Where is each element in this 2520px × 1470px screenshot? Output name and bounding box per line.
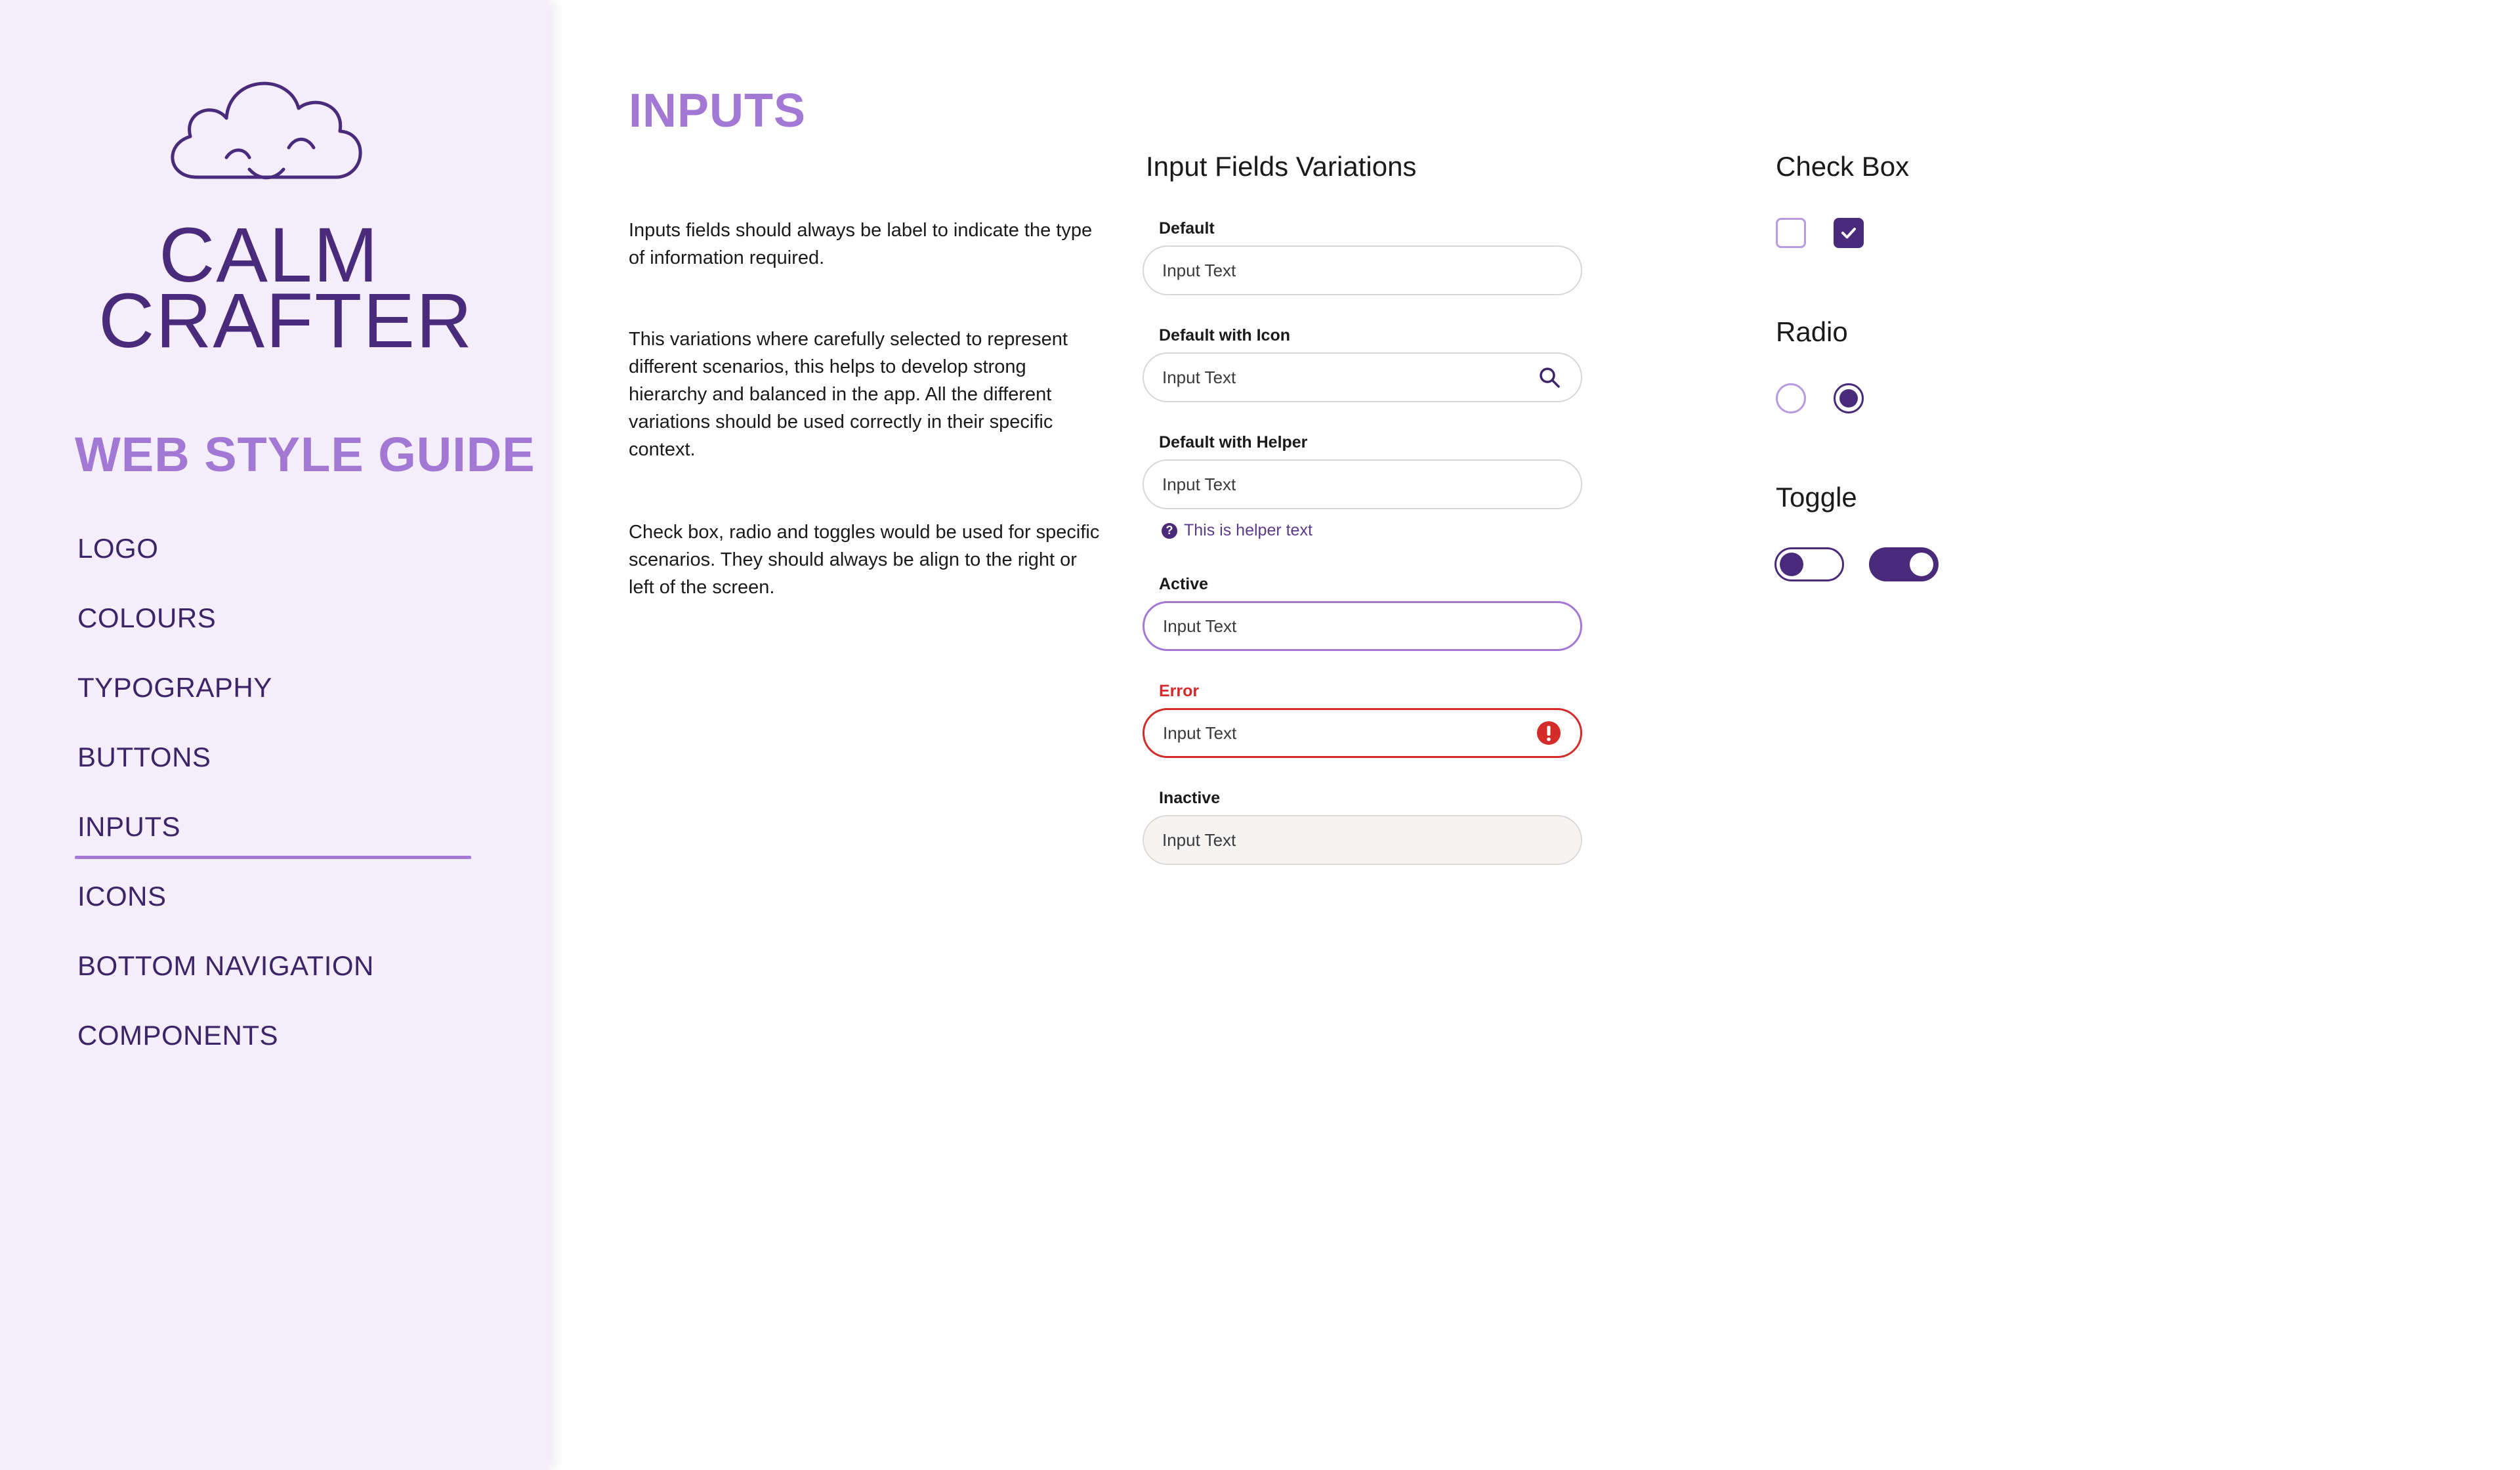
field-label-active: Active (1159, 575, 1209, 593)
error-icon (1536, 720, 1562, 746)
toggle-on[interactable] (1869, 547, 1939, 581)
sidebar-item-icons[interactable] (77, 877, 471, 946)
sidebar-item-label: ICONS (77, 881, 167, 912)
radio-dot (1839, 389, 1858, 408)
input-inactive (1143, 815, 1582, 865)
field-label-default-with-icon: Default with Icon (1159, 326, 1290, 345)
toggle-knob (1780, 553, 1803, 576)
input-with-icon[interactable] (1143, 352, 1582, 402)
input-value: Input Text (1162, 474, 1236, 494)
input-variations-title: Input Fields Variations (1146, 151, 1417, 182)
sidebar-item-components[interactable] (77, 1016, 471, 1085)
toggle-knob (1910, 553, 1933, 576)
input-value: Input Text (1162, 260, 1236, 280)
input-value: Input Text (1162, 830, 1236, 850)
radio-unselected[interactable] (1776, 383, 1806, 413)
sidebar-item-label: LOGO (77, 533, 159, 564)
page-title: INPUTS (629, 85, 807, 137)
input-error[interactable] (1143, 708, 1582, 758)
helper-text-label: This is helper text (1184, 521, 1312, 539)
sidebar-item-inputs[interactable] (77, 807, 471, 877)
brand-logo[interactable] (98, 59, 474, 364)
sidebar-item-label: INPUTS (77, 811, 181, 842)
sidebar (0, 0, 549, 1470)
sidebar-item-label: BOTTOM NAVIGATION (77, 950, 374, 981)
description-paragraph: Inputs fields should always be label to indicate the type of information required. (629, 220, 1093, 268)
checkbox-unchecked[interactable] (1776, 218, 1806, 248)
input-value: Input Text (1162, 367, 1236, 387)
help-icon: ? (1162, 523, 1177, 539)
input-value: Input Text (1163, 616, 1237, 636)
field-label-default-with-helper: Default with Helper (1159, 433, 1308, 452)
logo-text-calm: CALM (159, 212, 379, 299)
radio-title: Radio (1776, 316, 1848, 347)
sidebar-item-label: COMPONENTS (77, 1020, 279, 1051)
input-active[interactable] (1143, 601, 1582, 651)
check-icon (1839, 223, 1858, 243)
helper-text (1162, 521, 1312, 540)
description-paragraph: Check box, radio and toggles would be used for specific scenarios. They should always be align to the right or left of the screen. (629, 522, 1100, 598)
radio-selected[interactable] (1834, 383, 1864, 413)
field-label-default: Default (1159, 219, 1215, 238)
sidebar-item-buttons[interactable] (77, 738, 471, 807)
field-label-error: Error (1159, 682, 1200, 700)
style-guide-title: WEB STYLE GUIDE (75, 427, 536, 482)
input-value: Input Text (1163, 723, 1237, 743)
toggle-off[interactable] (1774, 547, 1844, 581)
sidebar-item-label: BUTTONS (77, 742, 211, 772)
checkbox-title: Check Box (1776, 151, 1910, 182)
sidebar-item-bottom-navigation[interactable] (77, 946, 471, 1016)
search-icon[interactable] (1536, 364, 1563, 390)
toggle-title: Toggle (1776, 482, 1857, 513)
sidebar-item-logo[interactable] (77, 529, 471, 598)
input-with-helper[interactable] (1143, 459, 1582, 509)
logo-text-crafter: CRAFTER (98, 278, 474, 364)
input-default[interactable] (1143, 245, 1582, 295)
sidebar-item-label: TYPOGRAPHY (77, 672, 272, 703)
checkbox-checked[interactable] (1834, 218, 1864, 248)
sidebar-nav (77, 529, 471, 1085)
sidebar-item-label: COLOURS (77, 602, 217, 633)
field-label-inactive: Inactive (1159, 789, 1221, 807)
sidebar-item-colours[interactable] (77, 598, 471, 668)
sidebar-item-typography[interactable] (77, 668, 471, 738)
description-paragraph: This variations where carefully selected to represent different scenarios, this helps to develop strong hierarchy and balanced in the app. All the different variations should be used correctly in their specific context. (629, 329, 1068, 460)
